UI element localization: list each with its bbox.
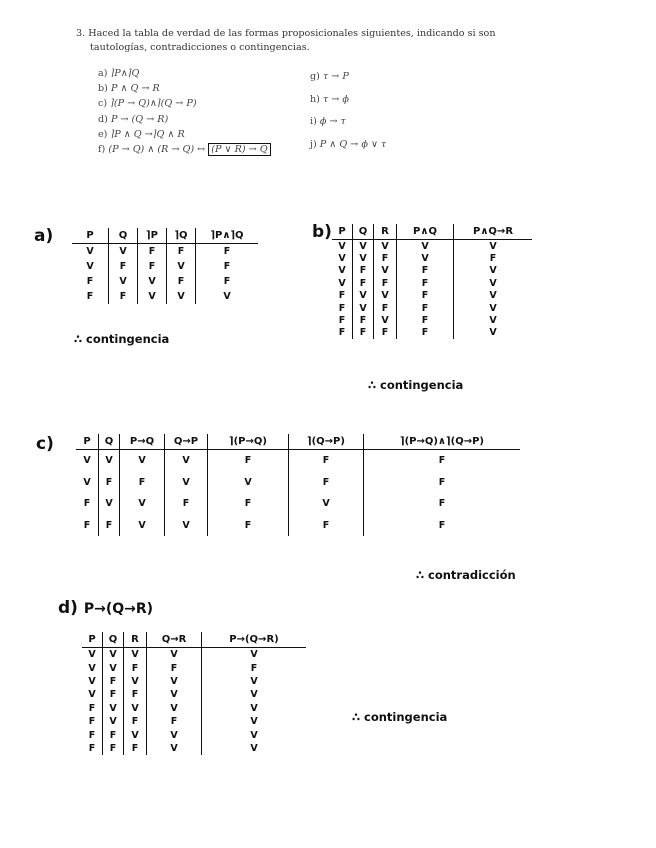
table-cell: V <box>454 314 533 326</box>
table-row <box>82 702 306 715</box>
table-cell: F <box>138 259 167 274</box>
table-cell: V <box>202 675 307 688</box>
table-cell: V <box>99 493 120 515</box>
table-cell: V <box>86 246 94 257</box>
column-header: R <box>124 632 147 648</box>
table-cell: V <box>289 493 364 515</box>
table-cell: V <box>165 450 208 472</box>
table-cell: F <box>88 716 96 728</box>
column-header: Q→P <box>165 434 208 450</box>
table-cell: V <box>338 277 346 289</box>
table-cell: V <box>196 289 259 304</box>
table-row <box>82 728 306 741</box>
table-cell: F <box>364 450 521 472</box>
table-cell: V <box>88 662 96 674</box>
table-cell: F <box>88 702 96 714</box>
exercise-item: d) P → (Q → R) <box>98 113 169 125</box>
table-cell: F <box>86 276 94 287</box>
table-cell: F <box>397 277 454 289</box>
table-cell: V <box>120 450 165 472</box>
table-row <box>332 265 532 277</box>
table-cell: F <box>338 327 346 339</box>
answer-a-label: a) <box>34 226 54 246</box>
table-cell: V <box>124 702 147 715</box>
table-cell: F <box>196 244 259 260</box>
problem-statement <box>76 27 596 54</box>
table-cell: F <box>454 252 533 264</box>
table-cell: F <box>397 302 454 314</box>
table-cell: V <box>202 715 307 728</box>
table-cell: V <box>165 515 208 537</box>
table-row <box>82 661 306 674</box>
table-cell: F <box>374 302 397 314</box>
table-cell: F <box>86 291 94 302</box>
table-cell: V <box>83 476 91 488</box>
column-header: P∧Q <box>397 224 454 240</box>
table-cell: V <box>120 493 165 515</box>
table-cell: V <box>103 715 124 728</box>
table-cell: V <box>147 688 202 701</box>
table-cell: V <box>99 450 120 472</box>
table-cell: V <box>83 455 91 467</box>
table-row <box>82 715 306 728</box>
table-cell: V <box>454 277 533 289</box>
table-cell: F <box>196 274 259 289</box>
table-cell: V <box>338 265 346 277</box>
table-cell: V <box>165 472 208 494</box>
column-header: Q→R <box>147 632 202 648</box>
table-row <box>72 289 258 304</box>
table-cell: F <box>353 277 374 289</box>
table-row <box>72 244 258 260</box>
table-cell: F <box>374 277 397 289</box>
exercise-item: j) P ∧ Q → ϕ ∨ τ <box>310 138 387 150</box>
table-cell: V <box>454 327 533 339</box>
table-cell: F <box>103 742 124 755</box>
table-cell: V <box>374 240 397 253</box>
truth-table-b <box>332 224 532 339</box>
table-cell: F <box>124 715 147 728</box>
table-cell: F <box>124 688 147 701</box>
answer-d-heading <box>58 598 153 618</box>
column-header: P→Q <box>120 434 165 450</box>
table-cell: V <box>109 244 138 260</box>
table-cell: F <box>103 728 124 741</box>
table-row <box>76 493 520 515</box>
table-cell: F <box>196 259 259 274</box>
table-cell: V <box>103 661 124 674</box>
table-cell: V <box>167 259 196 274</box>
table-row <box>76 515 520 537</box>
table-cell: V <box>202 728 307 741</box>
table-cell: V <box>202 648 307 662</box>
table-cell: V <box>88 689 96 701</box>
table-cell: V <box>124 728 147 741</box>
table-cell: V <box>109 274 138 289</box>
column-header: ⌉P∧⌉Q <box>196 228 259 244</box>
exercise-item: c) ⌉(P → Q)∧⌉(Q → P) <box>98 98 197 110</box>
table-row <box>82 648 306 662</box>
exercise-item: g) τ → P <box>310 71 349 82</box>
table-cell: F <box>289 515 364 537</box>
table-cell: V <box>124 675 147 688</box>
table-cell: F <box>364 493 521 515</box>
table-cell: V <box>454 302 533 314</box>
boxed-expression: (P ∨ R) → Q <box>208 143 270 156</box>
table-row <box>76 450 520 472</box>
column-header: ⌉(P→Q)∧⌉(Q→P) <box>364 434 521 450</box>
table-row <box>72 274 258 289</box>
table-cell: V <box>124 648 147 662</box>
exercise-item: e) ⌉P ∧ Q →⌉Q ∧ R <box>98 128 185 140</box>
table-cell: V <box>120 515 165 537</box>
answer-c-label: c) <box>36 434 54 454</box>
table-cell: V <box>147 702 202 715</box>
table-cell: V <box>202 702 307 715</box>
table-cell: V <box>454 290 533 302</box>
table-cell: V <box>353 240 374 253</box>
table-cell: V <box>338 253 346 265</box>
exercise-list-right <box>310 66 386 156</box>
table-cell: F <box>338 302 346 314</box>
table-cell: F <box>165 493 208 515</box>
table-cell: F <box>208 450 289 472</box>
table-cell: F <box>147 661 202 674</box>
table-cell: V <box>103 702 124 715</box>
problem-line-1: 3. Haced la tabla de verdad de las formas proposicionales siguientes, indicando si son <box>76 28 496 39</box>
table-row <box>82 742 306 755</box>
exercise-item: a) ⌉P∧⌉Q <box>98 68 140 79</box>
table-cell: V <box>147 648 202 662</box>
column-header: Q <box>99 434 120 450</box>
exercise-list-left <box>98 66 271 157</box>
table-cell: V <box>353 290 374 302</box>
column-header: ⌉(P→Q) <box>208 434 289 450</box>
table-cell: V <box>138 274 167 289</box>
table-cell: F <box>124 661 147 674</box>
table-cell: F <box>397 265 454 277</box>
table-cell: F <box>124 742 147 755</box>
table-cell: V <box>147 742 202 755</box>
table-cell: F <box>289 472 364 494</box>
column-header: P <box>76 434 99 450</box>
table-cell: F <box>120 472 165 494</box>
exercise-item: h) τ → ϕ <box>310 93 349 105</box>
table-cell: V <box>202 688 307 701</box>
table-cell: F <box>99 472 120 494</box>
column-header: Q <box>109 228 138 244</box>
answer-d-conclusion: ∴ contingencia <box>352 710 448 724</box>
table-cell: V <box>138 289 167 304</box>
table-cell: F <box>208 515 289 537</box>
table-cell: V <box>86 261 94 272</box>
problem-line-2: tautologías, contradicciones o contingencias. <box>90 41 310 53</box>
table-cell: V <box>167 289 196 304</box>
answer-b-conclusion: ∴ contingencia <box>368 378 464 392</box>
column-header: P∧Q→R <box>454 224 533 240</box>
answer-a-conclusion: ∴ contingencia <box>74 332 170 346</box>
table-cell: F <box>353 314 374 326</box>
table-cell: F <box>208 493 289 515</box>
answer-d-label: d) <box>58 598 78 618</box>
column-header: ⌉Q <box>167 228 196 244</box>
table-cell: F <box>202 661 307 674</box>
table-cell: F <box>103 688 124 701</box>
table-row <box>76 472 520 494</box>
table-cell: F <box>397 290 454 302</box>
table-cell: F <box>138 244 167 260</box>
table-cell: V <box>147 675 202 688</box>
answer-c-conclusion: ∴ contradicción <box>416 568 516 582</box>
table-cell: F <box>83 498 91 510</box>
table-cell: F <box>338 290 346 302</box>
column-header: ⌉P <box>138 228 167 244</box>
table-cell: V <box>374 265 397 277</box>
table-cell: F <box>374 252 397 264</box>
table-cell: F <box>88 729 96 741</box>
table-cell: F <box>147 715 202 728</box>
table-row <box>72 259 258 274</box>
table-cell: V <box>454 240 533 253</box>
table-cell: F <box>289 450 364 472</box>
table-cell: F <box>364 515 521 537</box>
table-cell: V <box>454 265 533 277</box>
table-row <box>82 675 306 688</box>
table-cell: F <box>374 327 397 339</box>
column-header: P→(Q→R) <box>202 632 307 648</box>
table-row <box>82 688 306 701</box>
table-cell: F <box>103 675 124 688</box>
table-cell: F <box>167 274 196 289</box>
table-cell: F <box>109 259 138 274</box>
table-cell: V <box>338 240 346 252</box>
table-cell: V <box>147 728 202 741</box>
table-row <box>332 290 532 302</box>
table-cell: F <box>99 515 120 537</box>
table-cell: F <box>397 314 454 326</box>
table-cell: F <box>353 327 374 339</box>
table-cell: F <box>109 289 138 304</box>
column-header: P <box>332 224 353 240</box>
table-row <box>332 277 532 289</box>
answer-d-formula: P→(Q→R) <box>83 601 154 617</box>
column-header: P <box>82 632 103 648</box>
column-header: R <box>374 224 397 240</box>
table-cell: V <box>208 472 289 494</box>
table-cell: V <box>353 302 374 314</box>
table-cell: F <box>397 327 454 339</box>
truth-table-a <box>72 228 258 304</box>
truth-table-c <box>76 434 520 536</box>
table-cell: V <box>374 290 397 302</box>
column-header: Q <box>353 224 374 240</box>
table-cell: V <box>88 675 96 687</box>
table-cell: F <box>338 315 346 327</box>
table-row <box>332 327 532 339</box>
table-cell: F <box>167 244 196 260</box>
exercise-item: f) (P → Q) ∧ (R → Q) ↔ (P ∨ R) → Q <box>98 142 271 157</box>
table-cell: V <box>353 252 374 264</box>
exercise-item: i) ϕ → τ <box>310 116 346 127</box>
table-cell: V <box>397 252 454 264</box>
table-row <box>332 314 532 326</box>
table-cell: V <box>88 649 96 661</box>
answer-b-label: b) <box>312 222 332 242</box>
table-cell: F <box>88 742 96 754</box>
table-row <box>332 302 532 314</box>
table-cell: V <box>374 314 397 326</box>
table-cell: V <box>397 240 454 253</box>
column-header: Q <box>103 632 124 648</box>
table-row <box>332 252 532 264</box>
table-row <box>332 240 532 253</box>
table-cell: V <box>202 742 307 755</box>
table-cell: F <box>83 519 91 531</box>
truth-table-d <box>82 632 306 755</box>
column-header: ⌉(Q→P) <box>289 434 364 450</box>
table-cell: F <box>364 472 521 494</box>
column-header: P <box>72 228 109 244</box>
table-cell: F <box>353 265 374 277</box>
table-cell: V <box>103 648 124 662</box>
exercise-item: b) P ∧ Q → R <box>98 83 160 95</box>
